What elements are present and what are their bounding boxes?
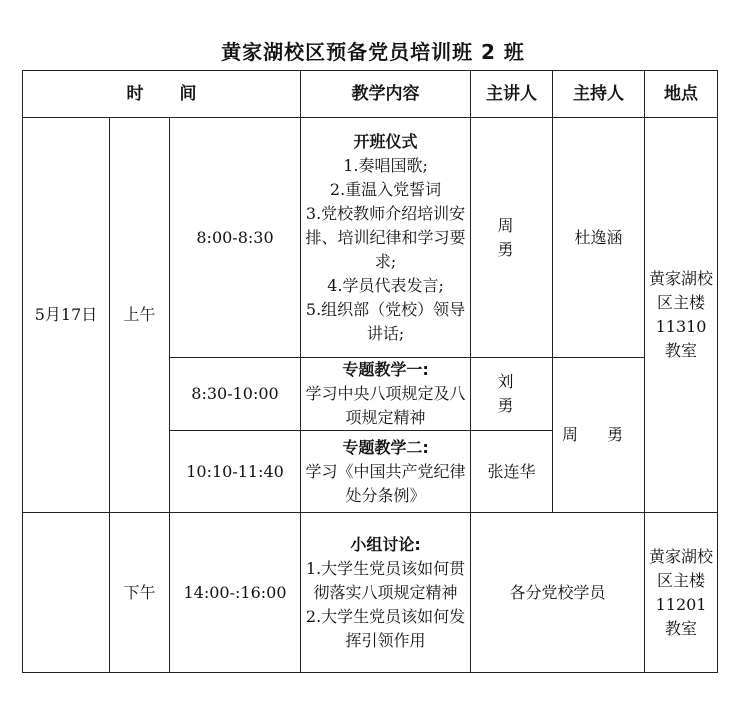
content-heading: 开班仪式	[353, 131, 418, 151]
location-cell: 黄家湖校区主楼11310教室	[645, 118, 718, 513]
header-speaker: 主讲人	[471, 71, 553, 118]
content-line: 3.党校教师介绍培训安排、培训纪律和学习要求;	[305, 203, 466, 271]
content-line: 1.大学生党员该如何贯彻落实八项规定精神	[305, 558, 466, 602]
content-heading: 专题教学二:	[342, 437, 429, 457]
content-line: 学习中央八项规定及八项规定精神	[305, 384, 466, 427]
table-row	[23, 513, 718, 673]
afternoon-cell: 下午	[110, 513, 170, 673]
speaker-host-cell: 各分党校学员	[471, 513, 645, 673]
content-line: 5.组织部（党校）领导讲话;	[305, 299, 466, 343]
date-cell: 5月17日	[23, 118, 110, 513]
table-row	[23, 118, 718, 358]
content-cell	[301, 118, 471, 358]
speaker-cell: 张连华	[471, 431, 553, 513]
host-cell: 周 勇	[553, 358, 645, 513]
date-cell-continued	[23, 513, 110, 673]
content-cell	[301, 513, 471, 673]
page-title: 黄家湖校区预备党员培训班 2 班	[221, 40, 525, 64]
content-line: 1.奏唱国歌;	[343, 155, 428, 175]
time-cell: 8:30-10:00	[170, 358, 301, 431]
content-line: 4.学员代表发言;	[327, 275, 444, 295]
header-time: 时 间	[23, 71, 301, 118]
content-cell	[301, 358, 471, 431]
time-cell: 14:00-:16:00	[170, 513, 301, 673]
time-cell: 10:10-11:40	[170, 431, 301, 513]
location-cell: 黄家湖校区主楼11201教室	[645, 513, 718, 673]
time-cell: 8:00-8:30	[170, 118, 301, 358]
morning-cell: 上午	[110, 118, 170, 513]
content-heading: 小组讨论:	[350, 534, 421, 554]
speaker-cell: 周 勇	[471, 118, 553, 358]
header-content: 教学内容	[301, 71, 471, 118]
content-line: 2.大学生党员该如何发挥引领作用	[305, 606, 466, 650]
header-location: 地点	[645, 71, 718, 118]
header-host: 主持人	[553, 71, 645, 118]
content-line: 学习《中国共产党纪律处分条例》	[305, 461, 466, 505]
content-cell	[301, 431, 471, 513]
header-row	[23, 71, 718, 118]
content-heading: 专题教学一:	[342, 360, 429, 379]
content-line: 2.重温入党誓词	[329, 179, 442, 199]
speaker-cell: 刘 勇	[471, 358, 553, 431]
host-cell: 杜逸涵	[553, 118, 645, 358]
schedule-table	[22, 70, 718, 673]
